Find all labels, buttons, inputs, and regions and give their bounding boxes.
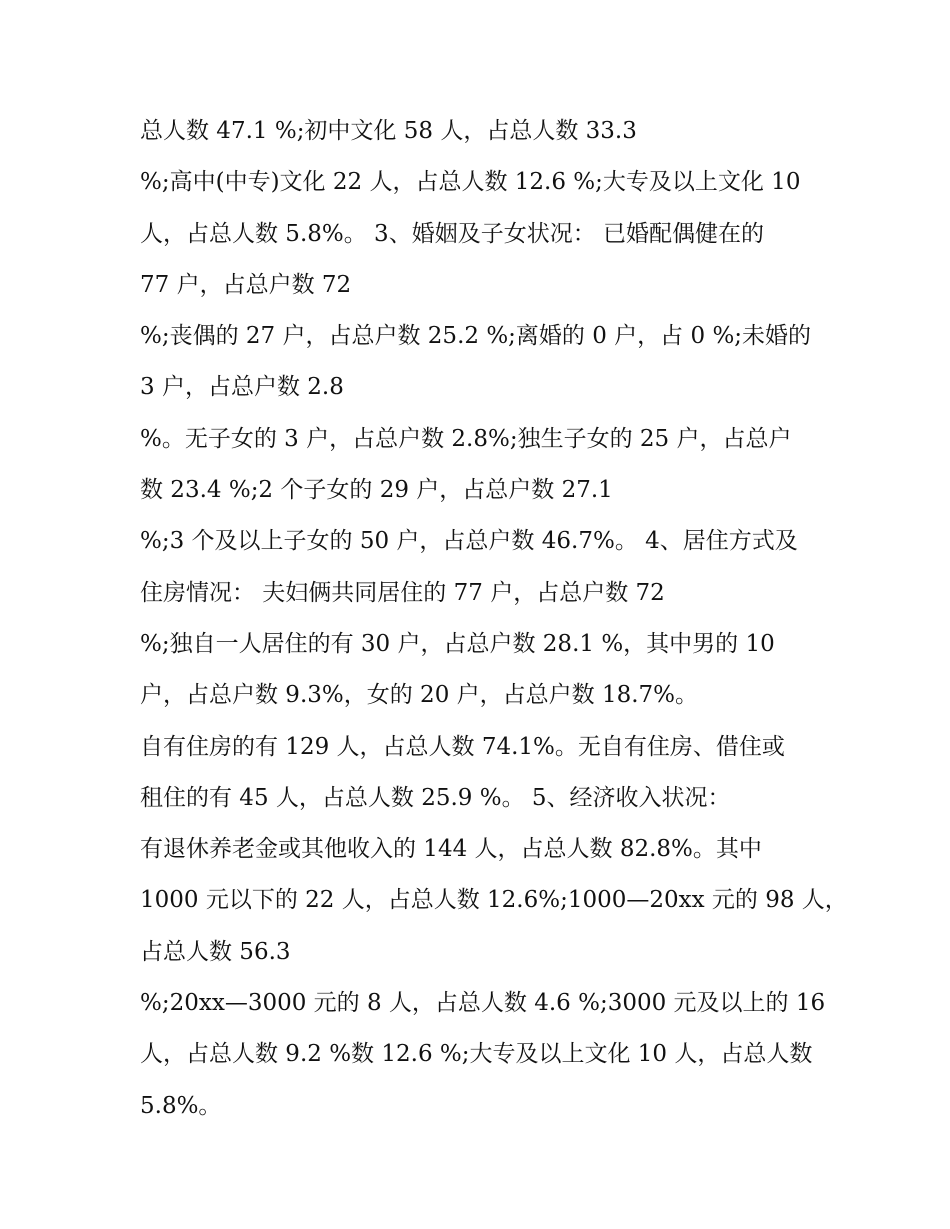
text-line: 租住的有 45 人，占总人数 25.9 %。 5、经济收入状况： xyxy=(140,784,731,811)
text-line: 自有住房的有 129 人，占总人数 74.1%。无自有住房、借住或 xyxy=(140,733,785,760)
text-line: %;高中(中专)文化 22 人，占总人数 12.6 %;大专及以上文化 10 xyxy=(140,169,801,196)
text-line: 住房情况： 夫妇俩共同居住的 77 户，占总户数 72 xyxy=(140,579,665,606)
text-line: 3 户，占总户数 2.8 xyxy=(140,374,344,401)
text-line: 总人数 47.1 %;初中文化 58 人，占总人数 33.3 xyxy=(140,118,637,144)
text-line: 有退休养老金或其他收入的 144 人，占总人数 82.8%。其中 xyxy=(140,836,762,863)
text-line: %;3 个及以上子女的 50 户，占总户数 46.7%。 4、居住方式及 xyxy=(140,528,798,555)
text-line: 占总人数 56.3 xyxy=(140,938,291,965)
text-line: 户，占总户数 9.3%，女的 20 户，占总户数 18.7%。 xyxy=(140,682,699,709)
text-line: 人，占总人数 9.2 %数 12.6 %;大专及以上文化 10 人，占总人数 xyxy=(140,1041,813,1068)
text-line: %。无子女的 3 户，占总户数 2.8%;独生子女的 25 户，占总户 xyxy=(140,425,792,452)
text-line: %;独自一人居住的有 30 户，占总户数 28.1 %，其中男的 10 xyxy=(140,630,775,657)
text-line: 77 户，占总户数 72 xyxy=(140,271,352,298)
text-line: %;丧偶的 27 户，占总户数 25.2 %;离婚的 0 户，占 0 %;未婚的 xyxy=(140,323,812,350)
text-line: 5.8%。 xyxy=(140,1092,222,1119)
body-text xyxy=(140,106,848,1132)
text-line: 数 23.4 %;2 个子女的 29 户，占总户数 27.1 xyxy=(140,477,613,504)
text-line: %;20xx—3000 元的 8 人，占总人数 4.6 %;3000 元及以上的 16 xyxy=(140,990,826,1017)
text-line: 1000 元以下的 22 人，占总人数 12.6%;1000—20xx 元的 98 人， xyxy=(140,887,848,914)
text-line: 人，占总人数 5.8%。 3、婚姻及子女状况： 已婚配偶健在的 xyxy=(140,220,764,247)
